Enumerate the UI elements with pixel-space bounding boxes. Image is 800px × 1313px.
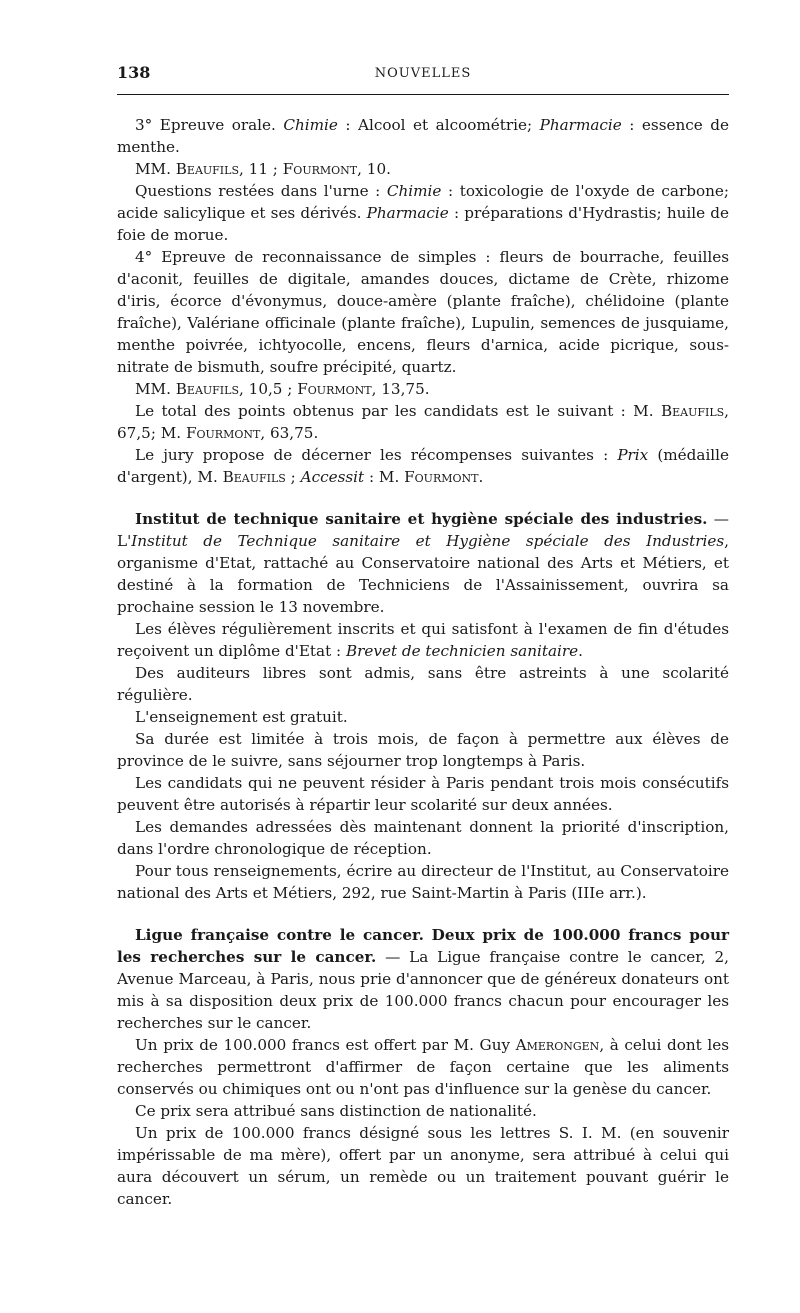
page-body: [117, 114, 729, 1210]
institut-paragraph-candidats: Les candidats qui ne peuvent résider à Paris pendant trois mois consécutifs peuvent être autorisés à répartir leur scolarité sur deux années.: [117, 774, 729, 814]
candidate-name: Fourmont: [282, 160, 358, 178]
institut-title: Institut de technique sanitaire et hygiène spéciale des industries.: [135, 510, 708, 528]
institut-paragraph-duree: Sa durée est limitée à trois mois, de façon à permettre aux élèves de province de le suivre, sans séjourner trop longtemps à Paris.: [117, 730, 729, 770]
candidate-name: Beaufils: [222, 468, 286, 486]
section-gap: [117, 904, 729, 924]
pharmacie-label: Pharmacie: [366, 204, 449, 222]
exam-paragraph-simples: 4° Epreuve de reconnaissance de simples : fleurs de bourrache, feuilles d'aconit, feuilles de digitale, amandes douces, dictame de Crète, rhizome d'iris, écorce d'évonymus, douce-amère (plante fraîche), chélidoine (plante fraîche), Valériane officinale (plante fraîche), Lupulin, semences de jusquiame, menthe poivrée, ichtyocolle, encens, fleurs d'arnica, acide picrique, sous-nitrate de bismuth, soufre précipité, quartz.: [117, 248, 729, 376]
exam-paragraph-awards: Le jury propose de décerner les récompenses suivantes : Prix (médaille d'argent), M. Beaufils ; Accessit : M. Fourmont.: [117, 446, 730, 486]
donor-name: Amerongen: [515, 1036, 600, 1054]
institut-paragraph-auditeurs: Des auditeurs libres sont admis, sans être astreints à une scolarité régulière.: [117, 664, 729, 704]
diploma-name: Brevet de technicien sanitaire: [345, 642, 579, 660]
institut-name: Institut de Technique sanitaire et Hygiène spéciale des Industries: [131, 532, 725, 550]
ligue-title: Ligue française contre le cancer. Deux prix de 100.000 francs pour les recherches sur le cancer.: [117, 926, 729, 966]
accessit-label: Accessit: [300, 468, 365, 486]
ligue-paragraph-nationalite: Ce prix sera attribué sans distinction de nationalité.: [135, 1102, 537, 1120]
header-rule: [117, 94, 729, 95]
institut-paragraph-renseignements: Pour tous renseignements, écrire au directeur de l'Institut, au Conservatoire national des Arts et Métiers, 292, rue Saint-Martin à Paris (IIIe arr.).: [117, 862, 729, 902]
exam-paragraph-scores-oral: MM. Beaufils, 11 ; Fourmont, 10.: [135, 160, 391, 178]
exam-paragraph-scores-simples: MM. Beaufils, 10,5 ; Fourmont, 13,75.: [135, 380, 430, 398]
running-title: NOUVELLES: [374, 66, 472, 81]
section-gap: [117, 488, 729, 508]
institut-paragraph-diploma: Les élèves régulièrement inscrits et qui satisfont à l'examen de fin d'études reçoivent un diplôme d'Etat : Brevet de technicien sanitaire.: [117, 620, 729, 660]
institut-paragraph-demandes: Les demandes adressées dès maintenant donnent la priorité d'inscription, dans l'ordre chronologique de réception.: [117, 818, 729, 858]
exam-paragraph-totals: Le total des points obtenus par les candidats est le suivant : M. Beaufils, 67,5; M. Fourmont, 63,75.: [117, 402, 729, 442]
chimie-label: Chimie: [283, 116, 338, 134]
ligue-paragraph-prix-sim: Un prix de 100.000 francs désigné sous les lettres S. I. M. (en souvenir impérissable de ma mère), offert par un anonyme, sera attribué à celui qui aura découvert un sérum, un remède ou un traitement pouvant guérir le cancer.: [117, 1124, 729, 1208]
candidate-name: Beaufils: [175, 160, 239, 178]
candidate-name: Fourmont: [185, 424, 261, 442]
institut-intro: Institut de technique sanitaire et hygiène spéciale des industries. — L'Institut de Technique sanitaire et Hygiène spéciale des Industries, organisme d'Etat, rattaché au Conservatoire national des Arts et Métiers, et destiné à la formation de Techniciens de l'Assainissement, ouvrira sa prochaine session le 13 novembre.: [117, 510, 729, 616]
ligue-intro: Ligue française contre le cancer. Deux prix de 100.000 francs pour les recherches sur le cancer. — La Ligue française contre le cancer, 2, Avenue Marceau, à Paris, nous prie d'annoncer que de généreux donateurs ont mis à sa disposition deux prix de 100.000 francs chacun pour encourager les recherches sur le cancer.: [117, 926, 730, 1032]
ligue-paragraph-prix-amerongen: Un prix de 100.000 francs est offert par M. Guy Amerongen, à celui dont les recherches permettront d'affirmer de façon certaine que les aliments conservés ou chimiques ont ou n'ont pas d'influence sur la genèse du cancer.: [117, 1036, 730, 1098]
institut-paragraph-gratuit: L'enseignement est gratuit.: [135, 708, 348, 726]
prix-label: Prix: [617, 446, 649, 464]
chimie-label: Chimie: [386, 182, 442, 200]
pharmacie-label: Pharmacie: [539, 116, 622, 134]
candidate-name: Beaufils: [660, 402, 725, 420]
exam-paragraph-questions: Questions restées dans l'urne : Chimie : toxicologie de l'oxyde de carbone; acide salicylique et ses dérivés. Pharmacie : préparations d'Hydrastis; huile de foie de morue.: [117, 182, 729, 244]
page-number: 138: [117, 63, 151, 82]
candidate-name: Fourmont: [297, 380, 372, 398]
candidate-name: Beaufils: [175, 380, 239, 398]
exam-paragraph-oral: 3° Epreuve orale. Chimie : Alcool et alcoométrie; Pharmacie : essence de menthe.: [117, 116, 729, 156]
candidate-name: Fourmont: [404, 468, 479, 486]
running-head: [117, 62, 729, 84]
